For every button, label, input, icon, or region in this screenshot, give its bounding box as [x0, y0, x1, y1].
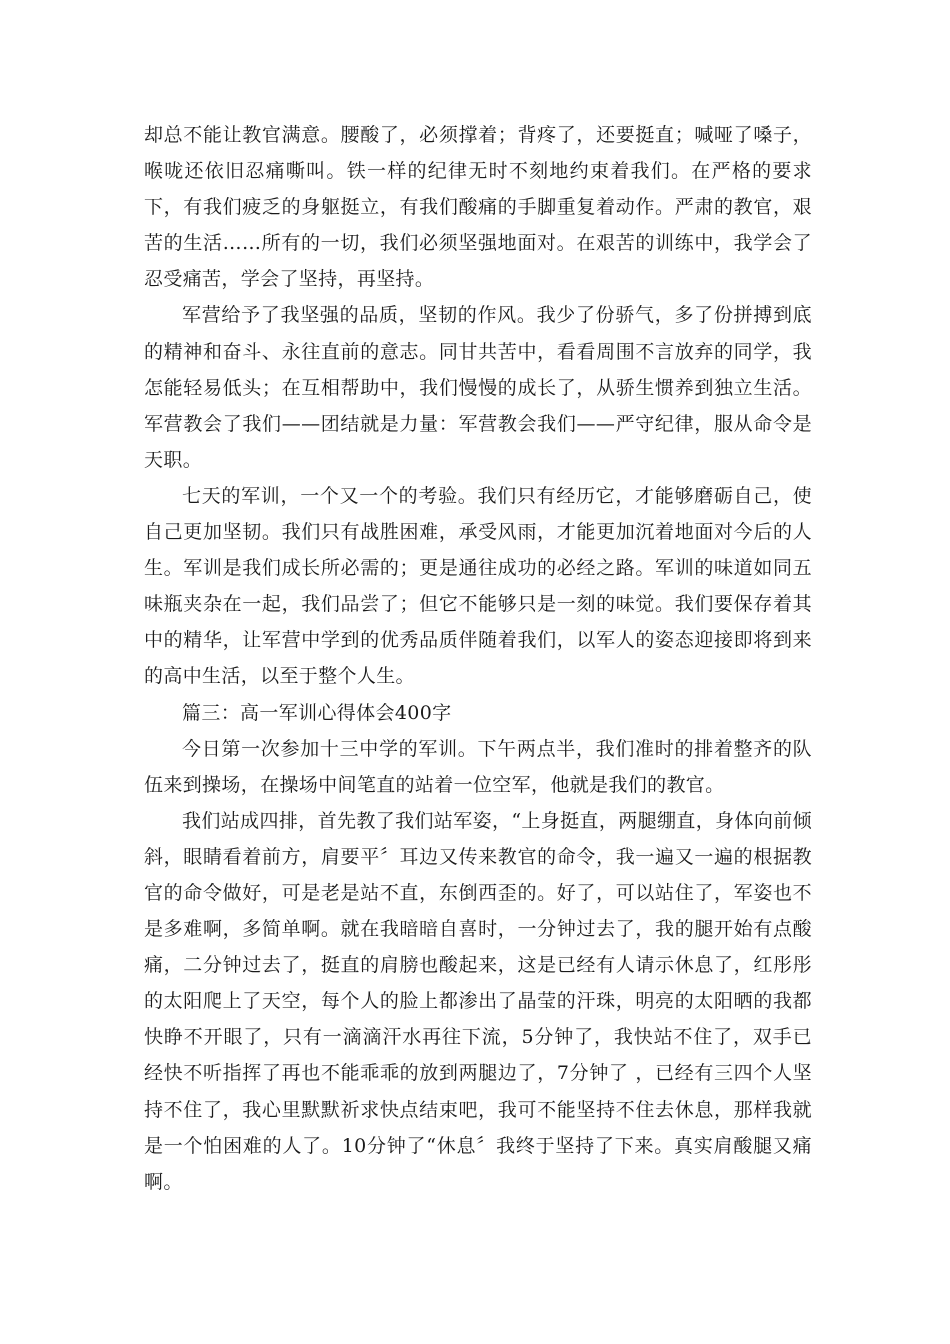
paragraph-military-camp: 军营给予了我坚强的品质，坚韧的作风。我少了份骄气，多了份拼搏到底的精神和奋斗、永往直前的意志。同甘共苦中，看看周围不言放弃的同学，我怎能轻易低头；在互相帮助中，我们慢慢的成长了，从骄生惯养到独立生活。军营教会了我们——团结就是力量：军营教会我们——严守纪律，服从命令是天职。 — [144, 304, 812, 471]
paragraph-continued: 却总不能让教官满意。腰酸了，必须撑着；背疼了，还要挺直；喊哑了嗓子，喉咙还依旧忍痛嘶叫。铁一样的纪律无时不刻地约束着我们。在严格的要求下，有我们疲乏的身躯挺立，有我们酸痛的手脚重复着动作。严肃的教官，艰苦的生活……所有的一切，我们必须坚强地面对。在艰苦的训练中，我学会了忍受痛苦，学会了坚持，再坚持。 — [144, 124, 812, 291]
paragraph-first-day: 今日第一次参加十三中学的军训。下午两点半，我们准时的排着整齐的队伍来到操场，在操场中间笔直的站着一位空军，他就是我们的教官。 — [144, 737, 812, 796]
section-heading: 篇三：高一军训心得体会400字 — [182, 701, 452, 724]
document-page — [144, 117, 812, 1200]
paragraph-standing-drill: 我们站成四排，首先教了我们站军姿，“上身挺直，两腿绷直，身体向前倾斜，眼睛看着前方，肩要平〞耳边又传来教官的命令，我一遍又一遍的根据教官的命令做好，可是老是站不直，东倒西歪的。好了，可以站住了，军姿也不是多难啊，多简单啊。就在我暗暗自喜时，一分钟过去了，我的腿开始有点酸痛，二分钟过去了，挺直的肩膀也酸起来，这是已经有人请示休息了，红彤彤的太阳爬上了天空，每个人的脸上都渗出了晶莹的汗珠，明亮的太阳晒的我都快睁不开眼了，只有一滴滴汗水再往下流，5分钟了，我快站不住了，双手已经快不听指挥了再也不能乖乖的放到两腿边了，7分钟了 ，已经有三四个人坚持不住了，我心里默默祈求快点结束吧，我可不能坚持不住去休息，那样我就是一个怕困难的人了。10分钟了“休息〞我终于坚持了下来。真实肩酸腿又痛啊。 — [144, 809, 812, 1193]
paragraph-seven-days: 七天的军训，一个又一个的考验。我们只有经历它，才能够磨砺自己，使自己更加坚韧。我们只有战胜困难，承受风雨，才能更加沉着地面对今后的人生。军训是我们成长所必需的；更是通往成功的必经之路。军训的味道如同五味瓶夹杂在一起，我们品尝了；但它不能够只是一刻的味觉。我们要保存着其中的精华，让军营中学到的优秀品质伴随着我们，以军人的姿态迎接即将到来的高中生活，以至于整个人生。 — [144, 484, 812, 688]
